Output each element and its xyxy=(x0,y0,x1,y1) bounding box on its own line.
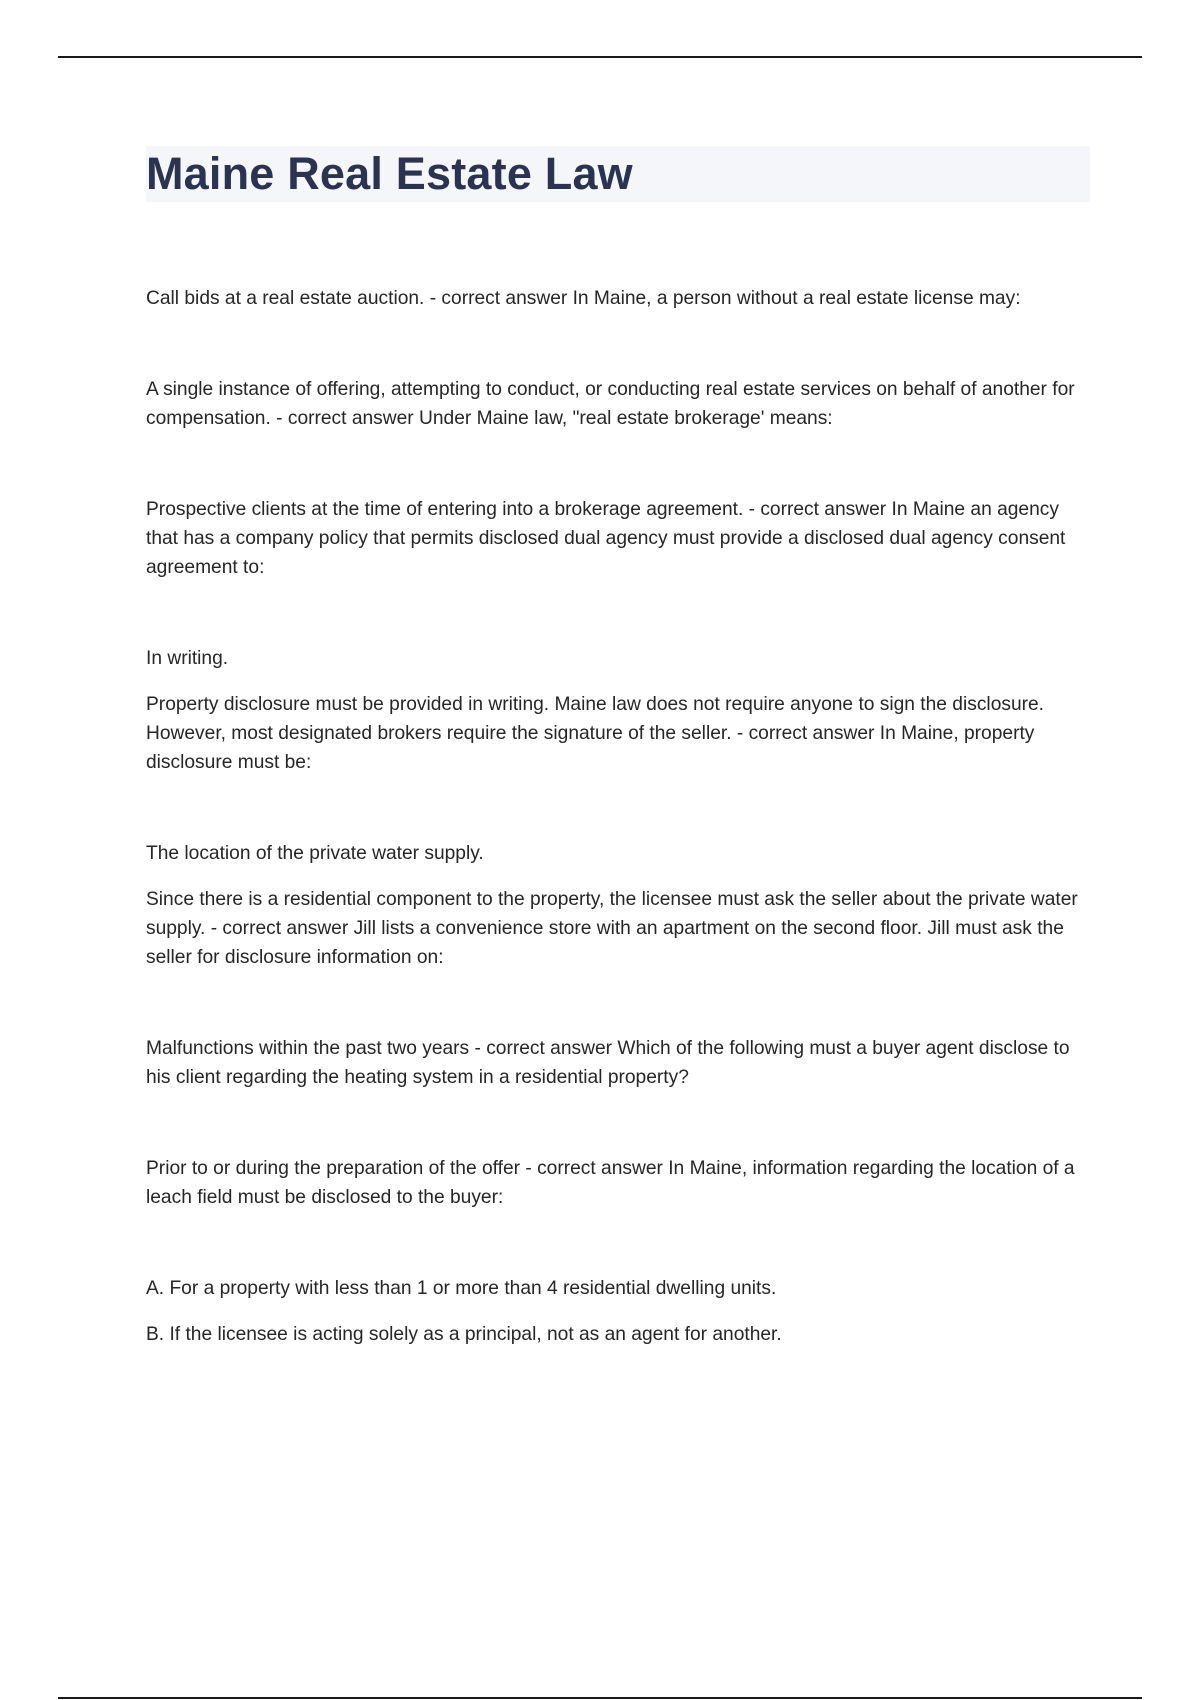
entry-answer: The location of the private water supply. xyxy=(146,843,484,864)
qa-entry xyxy=(146,839,1090,972)
entry-text: Prior to or during the preparation of the offer - correct answer In Maine, information regarding the location of a leach field must be disclosed to the buyer: xyxy=(146,1158,1075,1208)
entry-text: Prospective clients at the time of entering into a brokerage agreement. - correct answer In Maine an agency that has a company policy that permits disclosed dual agency must provide a disclosed dual agency consent agreement to: xyxy=(146,499,1066,578)
entry-text: A single instance of offering, attempting to conduct, or conducting real estate services on behalf of another for compensation. - correct answer Under Maine law, "real estate brokerage' means: xyxy=(146,379,1075,429)
entry-answer: In writing. xyxy=(146,648,229,669)
entry-option: A. For a property with less than 1 or more than 4 residential dwelling units. xyxy=(146,1278,777,1299)
qa-entry xyxy=(146,1034,1090,1092)
qa-entry xyxy=(146,1274,1090,1349)
entry-text: Since there is a residential component to the property, the licensee must ask the seller about the private water supply. - correct answer Jill lists a convenience store with an apartment on the second floor. Jill must ask the seller for disclosure information on: xyxy=(146,889,1078,968)
title-bar xyxy=(146,146,1090,202)
entry-option: B. If the licensee is acting solely as a principal, not as an agent for another. xyxy=(146,1324,782,1345)
qa-entry xyxy=(146,375,1090,433)
qa-entry xyxy=(146,495,1090,582)
bottom-rule xyxy=(58,1697,1142,1699)
entry-text: Malfunctions within the past two years - correct answer Which of the following must a buyer agent disclose to his client regarding the heating system in a residential property? xyxy=(146,1038,1070,1088)
document-body xyxy=(146,146,1090,1411)
top-rule xyxy=(58,56,1142,58)
qa-entry xyxy=(146,1154,1090,1212)
entry-text: Property disclosure must be provided in writing. Maine law does not require anyone to sign the disclosure. However, most designated brokers require the signature of the seller. - correct answer In Maine, property disclosure must be: xyxy=(146,694,1045,773)
qa-entry xyxy=(146,284,1090,313)
qa-list xyxy=(146,284,1090,1349)
page-title: Maine Real Estate Law xyxy=(146,148,633,199)
entry-text: Call bids at a real estate auction. - correct answer In Maine, a person without a real estate license may: xyxy=(146,288,1021,309)
qa-entry xyxy=(146,644,1090,777)
